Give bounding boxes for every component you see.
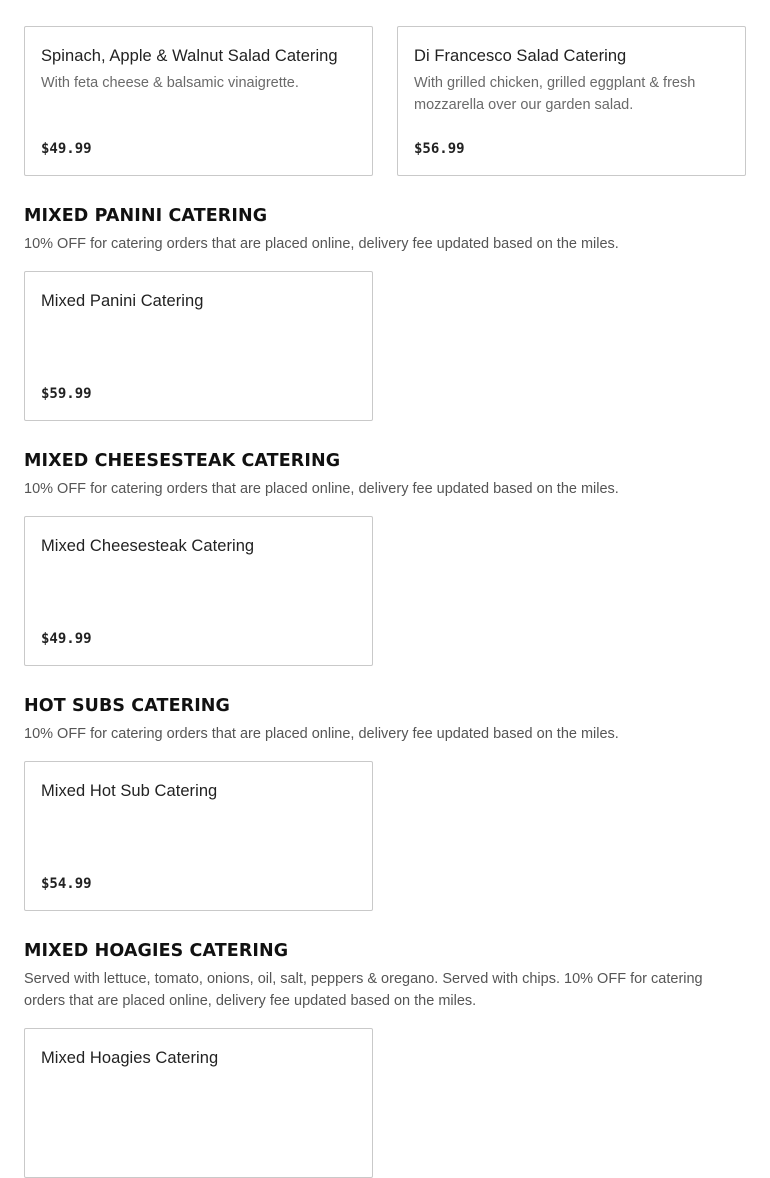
menu-page (24, 0, 746, 1178)
menu-item-price: $54.99 (41, 876, 92, 892)
section-items-grid (24, 1028, 746, 1178)
section-title: MIXED PANINI CATERING (24, 206, 268, 226)
menu-item-card-spinach-apple-walnut-salad[interactable] (24, 26, 373, 176)
section-mixed-panini (24, 206, 746, 421)
menu-item-title: Di Francesco Salad Catering (414, 47, 627, 65)
section-description: Served with lettuce, tomato, onions, oil, salt, peppers & oregano. Served with chips. 10% OFF for catering orders that are placed online, delivery fee updated based on the miles. (24, 971, 703, 1009)
menu-item-price: $49.99 (41, 631, 92, 647)
section-title: MIXED HOAGIES CATERING (24, 941, 289, 961)
section-description: 10% OFF for catering orders that are placed online, delivery fee updated based on the miles. (24, 236, 619, 252)
menu-item-title: Spinach, Apple & Walnut Salad Catering (41, 47, 338, 65)
menu-item-price: $59.99 (41, 386, 92, 402)
menu-item-description: With feta cheese & balsamic vinaigrette. (41, 75, 299, 91)
section-title: MIXED CHEESESTEAK CATERING (24, 451, 341, 471)
section-items-grid (24, 516, 746, 666)
section-title: HOT SUBS CATERING (24, 696, 231, 716)
menu-item-title: Mixed Hoagies Catering (41, 1049, 219, 1067)
menu-item-card-mixed-cheesesteak[interactable] (24, 516, 373, 666)
menu-item-description: With grilled chicken, grilled eggplant & fresh mozzarella over our garden salad. (414, 75, 696, 113)
menu-item-price: $49.99 (41, 141, 92, 157)
menu-item-card-mixed-panini[interactable] (24, 271, 373, 421)
section-mixed-cheesesteak (24, 451, 746, 666)
section-items-grid (24, 761, 746, 911)
section-description: 10% OFF for catering orders that are placed online, delivery fee updated based on the miles. (24, 481, 619, 497)
menu-item-price: $56.99 (414, 141, 465, 157)
menu-item-title: Mixed Hot Sub Catering (41, 782, 218, 800)
menu-item-card-di-francesco-salad[interactable] (397, 26, 746, 176)
menu-item-title: Mixed Panini Catering (41, 292, 204, 310)
section-description: 10% OFF for catering orders that are placed online, delivery fee updated based on the miles. (24, 726, 619, 742)
section-items-grid (24, 271, 746, 421)
section-mixed-hoagies (24, 941, 746, 1178)
menu-item-card-mixed-hot-sub[interactable] (24, 761, 373, 911)
menu-item-title: Mixed Cheesesteak Catering (41, 537, 255, 555)
section-hot-subs (24, 696, 746, 911)
salad-items-grid (24, 26, 746, 176)
menu-item-card-mixed-hoagies[interactable] (24, 1028, 373, 1178)
